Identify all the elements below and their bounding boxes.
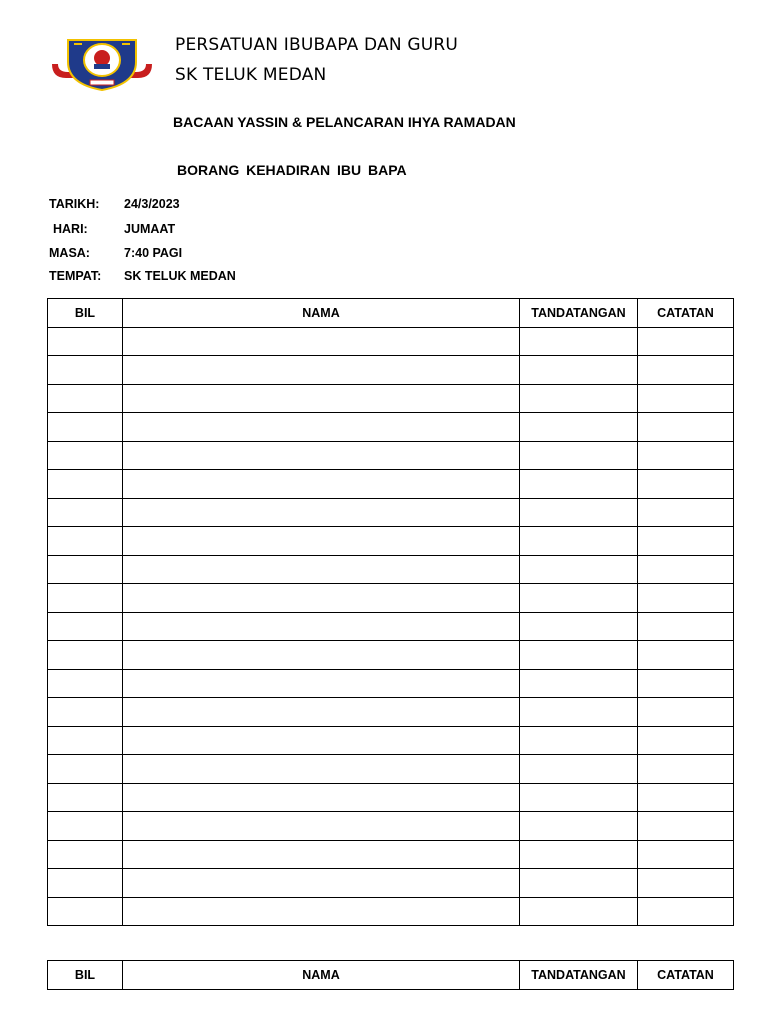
bil-cell[interactable] [48,869,123,898]
bil-cell[interactable] [48,413,123,442]
time-label: MASA: [49,246,90,260]
tandatangan-cell[interactable] [520,698,638,727]
tandatangan-cell[interactable] [520,840,638,869]
tandatangan-cell[interactable] [520,897,638,926]
nama-cell[interactable] [123,726,520,755]
tandatangan-cell[interactable] [520,612,638,641]
catatan-cell[interactable] [638,356,734,385]
bil-cell[interactable] [48,669,123,698]
nama-cell[interactable] [123,612,520,641]
nama-cell[interactable] [123,897,520,926]
bil-cell[interactable] [48,527,123,556]
bil-cell[interactable] [48,783,123,812]
nama-cell[interactable] [123,869,520,898]
catatan-cell[interactable] [638,869,734,898]
table-row [48,641,734,670]
nama-cell[interactable] [123,413,520,442]
tandatangan-cell[interactable] [520,470,638,499]
table-row [48,783,734,812]
tandatangan-cell[interactable] [520,869,638,898]
bil-cell[interactable] [48,470,123,499]
school-name: SK TELUK MEDAN [175,65,327,85]
nama-cell[interactable] [123,755,520,784]
nama-cell[interactable] [123,498,520,527]
nama-cell[interactable] [123,698,520,727]
catatan-cell[interactable] [638,584,734,613]
tandatangan-cell[interactable] [520,726,638,755]
catatan-cell[interactable] [638,441,734,470]
school-crest-icon [50,34,154,92]
table-row [48,726,734,755]
tandatangan-cell[interactable] [520,812,638,841]
bil-cell[interactable] [48,441,123,470]
table-row [48,840,734,869]
catatan-cell[interactable] [638,840,734,869]
nama-cell[interactable] [123,812,520,841]
nama-cell[interactable] [123,327,520,356]
tandatangan-cell[interactable] [520,783,638,812]
nama-cell[interactable] [123,641,520,670]
catatan-cell[interactable] [638,726,734,755]
tandatangan-cell[interactable] [520,356,638,385]
catatan-cell[interactable] [638,555,734,584]
column-header-bil: BIL [48,961,123,990]
attendance-table [47,298,734,926]
catatan-cell[interactable] [638,641,734,670]
bil-cell[interactable] [48,555,123,584]
time-value: 7:40 PAGI [124,246,183,260]
table-row [48,327,734,356]
nama-cell[interactable] [123,840,520,869]
catatan-cell[interactable] [638,783,734,812]
table-row [48,441,734,470]
bil-cell[interactable] [48,384,123,413]
tandatangan-cell[interactable] [520,584,638,613]
table-row [48,612,734,641]
venue-label: TEMPAT: [49,269,102,283]
tandatangan-cell[interactable] [520,413,638,442]
date-label: TARIKH: [49,197,100,211]
catatan-cell[interactable] [638,527,734,556]
table-row [48,698,734,727]
table-header-row [48,961,734,990]
bil-cell[interactable] [48,641,123,670]
bil-cell[interactable] [48,327,123,356]
attendance-table-continued [47,960,734,990]
date-value: 24/3/2023 [124,197,180,211]
column-header-catatan: CATATAN [638,961,734,990]
catatan-cell[interactable] [638,669,734,698]
table-row [48,897,734,926]
tandatangan-cell[interactable] [520,498,638,527]
tandatangan-cell[interactable] [520,384,638,413]
table-row [48,356,734,385]
catatan-cell[interactable] [638,612,734,641]
day-value: JUMAAT [124,222,176,236]
form-title: BORANG KEHADIRAN IBU BAPA [177,162,407,178]
nama-cell[interactable] [123,584,520,613]
bil-cell[interactable] [48,698,123,727]
tandatangan-cell[interactable] [520,527,638,556]
table-row [48,470,734,499]
tandatangan-cell[interactable] [520,641,638,670]
column-header-tandatangan: TANDATANGAN [520,961,638,990]
nama-cell[interactable] [123,555,520,584]
catatan-cell[interactable] [638,384,734,413]
column-header-catatan: CATATAN [638,299,734,328]
column-header-bil: BIL [48,299,123,328]
tandatangan-cell[interactable] [520,441,638,470]
table-row [48,584,734,613]
table-row [48,812,734,841]
bil-cell[interactable] [48,356,123,385]
bil-cell[interactable] [48,726,123,755]
nama-cell[interactable] [123,441,520,470]
catatan-cell[interactable] [638,498,734,527]
nama-cell[interactable] [123,470,520,499]
column-header-nama: NAMA [123,299,520,328]
nama-cell[interactable] [123,669,520,698]
table-row [48,527,734,556]
tandatangan-cell[interactable] [520,669,638,698]
catatan-cell[interactable] [638,698,734,727]
catatan-cell[interactable] [638,470,734,499]
tandatangan-cell[interactable] [520,327,638,356]
table-row [48,555,734,584]
table-row [48,755,734,784]
column-header-nama: NAMA [123,961,520,990]
column-header-tandatangan: TANDATANGAN [520,299,638,328]
bil-cell[interactable] [48,812,123,841]
bil-cell[interactable] [48,840,123,869]
nama-cell[interactable] [123,384,520,413]
table-row [48,498,734,527]
event-title: BACAAN YASSIN & PELANCARAN IHYA RAMADAN [173,114,516,130]
table-header-row [48,299,734,328]
catatan-cell[interactable] [638,327,734,356]
catatan-cell[interactable] [638,755,734,784]
catatan-cell[interactable] [638,897,734,926]
bil-cell[interactable] [48,897,123,926]
bil-cell[interactable] [48,584,123,613]
nama-cell[interactable] [123,356,520,385]
day-label: HARI: [53,222,88,236]
bil-cell[interactable] [48,612,123,641]
table-row [48,869,734,898]
bil-cell[interactable] [48,498,123,527]
catatan-cell[interactable] [638,413,734,442]
table-row [48,413,734,442]
organization-name: PERSATUAN IBUBAPA DAN GURU [175,35,459,55]
table-row [48,384,734,413]
table-row [48,669,734,698]
tandatangan-cell[interactable] [520,555,638,584]
tandatangan-cell[interactable] [520,755,638,784]
bil-cell[interactable] [48,755,123,784]
catatan-cell[interactable] [638,812,734,841]
nama-cell[interactable] [123,527,520,556]
venue-value: SK TELUK MEDAN [124,269,236,283]
nama-cell[interactable] [123,783,520,812]
